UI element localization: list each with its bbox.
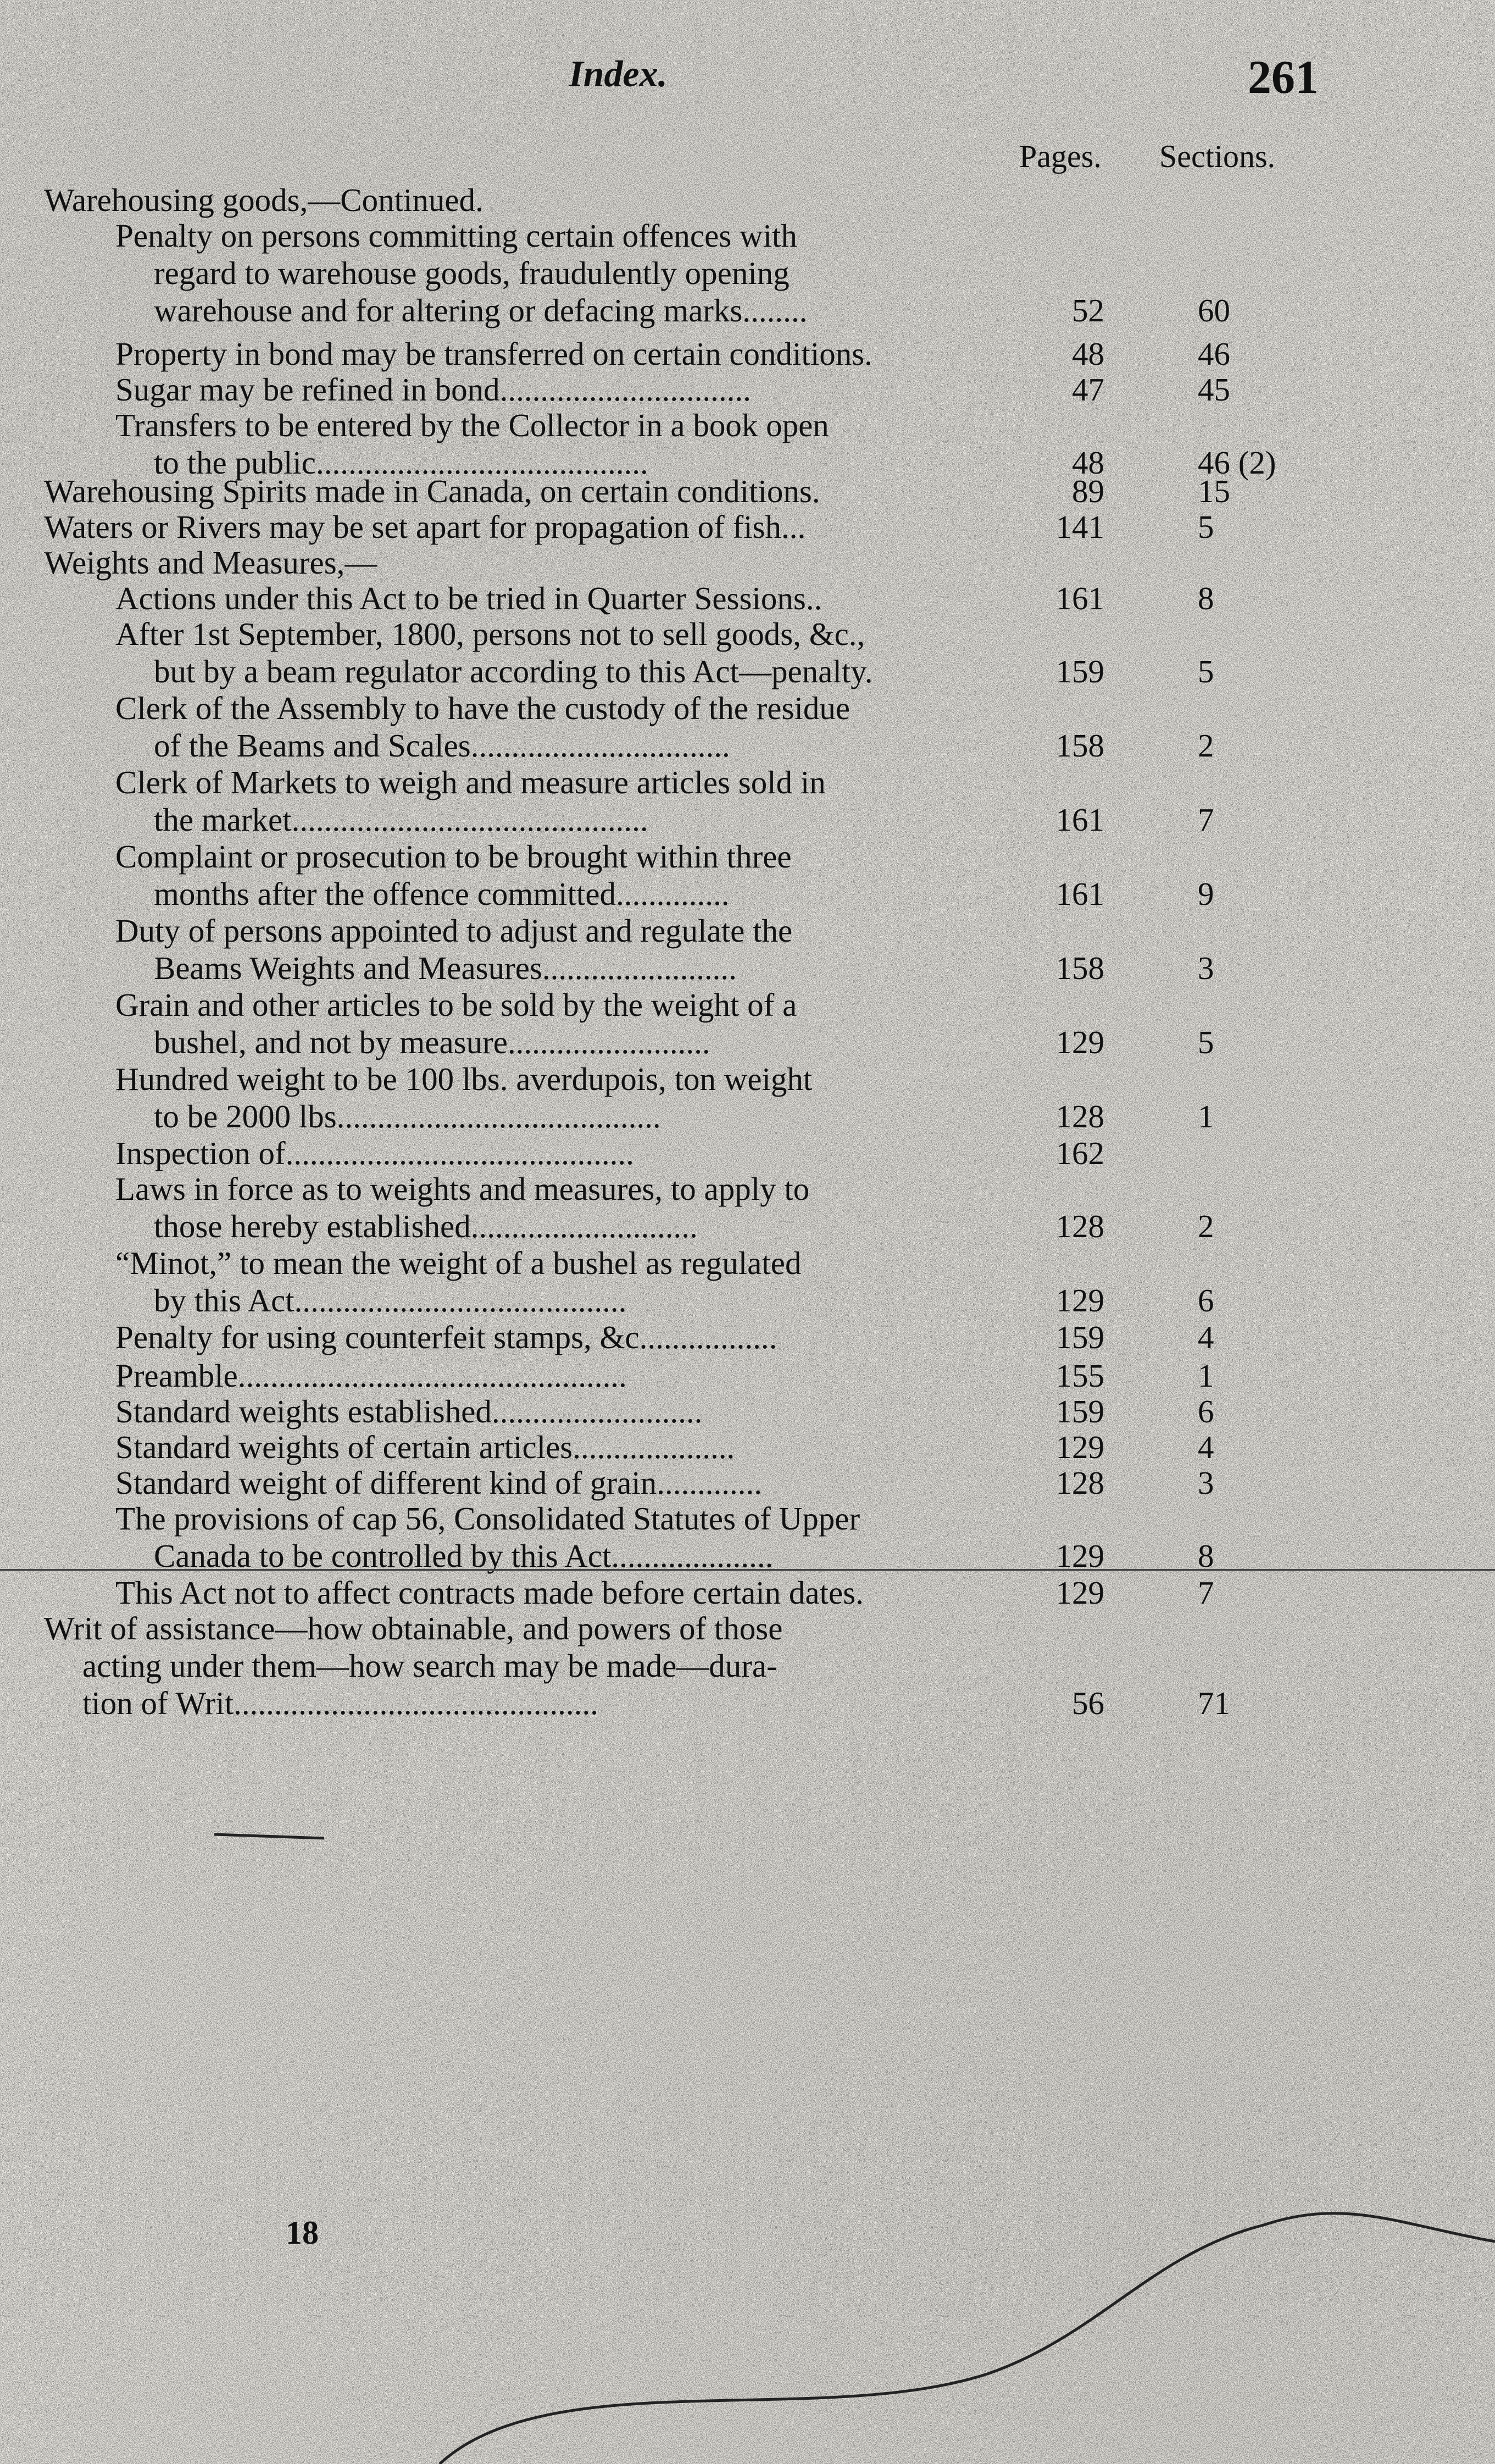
entry-pages: 158 [1033, 949, 1104, 987]
entry-line: by this Act......................................... [154, 1282, 1022, 1319]
entry-line: the market............................................ [154, 801, 1022, 838]
entry-line: Complaint or prosecution to be brought within three [115, 838, 1022, 875]
entry-pages: 129 [1033, 1282, 1104, 1319]
entry-sections: 71 [1198, 1684, 1308, 1722]
entry-sections: 60 [1198, 292, 1308, 329]
entry-line: tion of Writ............................................. [82, 1684, 1022, 1722]
entry-line: Clerk of Markets to weigh and measure articles sold in [115, 764, 1022, 801]
column-header-pages: Pages. [1019, 137, 1102, 176]
column-header-sections: Sections. [1159, 137, 1275, 176]
entry-line: Weights and Measures,— [44, 544, 1022, 581]
entry-line: “Minot,” to mean the weight of a bushel as regulated [115, 1244, 1022, 1282]
entry-sections: 2 [1198, 727, 1308, 764]
entry-line: Warehousing goods,—Continued. [44, 181, 1022, 219]
entry-line: Actions under this Act to be tried in Quarter Sessions.. [115, 580, 1022, 617]
signature-mark: 18 [286, 2214, 319, 2252]
entry-pages: 128 [1033, 1098, 1104, 1135]
entry-pages: 129 [1033, 1428, 1104, 1466]
entry-sections: 4 [1198, 1428, 1308, 1466]
entry-line: Sugar may be refined in bond............................... [115, 371, 1022, 408]
entry-sections: 1 [1198, 1098, 1308, 1135]
entry-line: This Act not to affect contracts made before certain dates. [115, 1574, 1022, 1611]
entry-sections: 7 [1198, 801, 1308, 838]
entry-sections: 46 (2) [1198, 444, 1308, 481]
entry-sections: 5 [1198, 1024, 1308, 1061]
entry-pages: 159 [1033, 653, 1104, 690]
entry-line: Warehousing Spirits made in Canada, on certain conditions. [44, 472, 1022, 510]
entry-line: to the public......................................... [154, 444, 1022, 481]
entry-sections: 46 [1198, 335, 1308, 372]
header-title: Index. [555, 52, 681, 96]
entry-pages: 129 [1033, 1537, 1104, 1575]
entry-pages: 159 [1033, 1319, 1104, 1356]
entry-sections: 4 [1198, 1319, 1308, 1356]
entry-line: Standard weight of different kind of grain............. [115, 1464, 1022, 1501]
entry-sections: 3 [1198, 1464, 1308, 1501]
entry-line: to be 2000 lbs........................................ [154, 1098, 1022, 1135]
entry-line: Writ of assistance—how obtainable, and powers of those [44, 1610, 1022, 1647]
entry-pages: 158 [1033, 727, 1104, 764]
entry-sections: 7 [1198, 1574, 1308, 1611]
entry-pages: 159 [1033, 1393, 1104, 1430]
entry-sections: 6 [1198, 1282, 1308, 1319]
entry-pages: 161 [1033, 801, 1104, 838]
entry-pages: 141 [1033, 508, 1104, 546]
entry-line: but by a beam regulator according to this Act—penalty. [154, 653, 1022, 690]
entry-line: Laws in force as to weights and measures, to apply to [115, 1170, 1022, 1208]
entry-line: Waters or Rivers may be set apart for propagation of fish... [44, 508, 1022, 546]
entry-pages: 162 [1033, 1134, 1104, 1172]
entry-line: months after the offence committed.............. [154, 875, 1022, 913]
entry-line: Property in bond may be transferred on certain conditions. [115, 335, 1022, 372]
entry-pages: 47 [1033, 371, 1104, 408]
entry-sections: 8 [1198, 580, 1308, 617]
entry-pages: 56 [1033, 1684, 1104, 1722]
entry-line: Inspection of........................................... [115, 1134, 1022, 1172]
entry-sections: 2 [1198, 1208, 1308, 1245]
entry-line: Preamble................................................ [115, 1357, 1022, 1394]
entry-pages: 129 [1033, 1024, 1104, 1061]
entry-sections: 45 [1198, 371, 1308, 408]
entry-line: Beams Weights and Measures........................ [154, 949, 1022, 987]
entry-line: Clerk of the Assembly to have the custody of the residue [115, 689, 1022, 727]
entry-line: bushel, and not by measure......................... [154, 1024, 1022, 1061]
entry-line: of the Beams and Scales................................ [154, 727, 1022, 764]
page-number: 261 [1231, 49, 1319, 104]
entry-line: acting under them—how search may be made—dura- [82, 1647, 1022, 1684]
entry-sections: 1 [1198, 1357, 1308, 1394]
entry-sections: 15 [1198, 472, 1308, 510]
entry-pages: 129 [1033, 1574, 1104, 1611]
entry-pages: 128 [1033, 1208, 1104, 1245]
entry-sections: 6 [1198, 1393, 1308, 1430]
entry-pages: 155 [1033, 1357, 1104, 1394]
entry-line: Canada to be controlled by this Act.................... [154, 1537, 1022, 1575]
entry-line: Penalty on persons committing certain offences with [115, 217, 1022, 254]
entry-sections: 8 [1198, 1537, 1308, 1575]
entry-line: After 1st September, 1800, persons not to sell goods, &c., [115, 615, 1022, 653]
entry-sections: 5 [1198, 508, 1308, 546]
entry-pages: 48 [1033, 444, 1104, 481]
entry-line: Hundred weight to be 100 lbs. averdupois, ton weight [115, 1060, 1022, 1098]
entry-pages: 128 [1033, 1464, 1104, 1501]
entry-pages: 48 [1033, 335, 1104, 372]
entry-sections: 3 [1198, 949, 1308, 987]
entry-line: Penalty for using counterfeit stamps, &c................. [115, 1319, 1022, 1356]
entry-line: warehouse and for altering or defacing marks........ [154, 292, 1022, 329]
entry-pages: 52 [1033, 292, 1104, 329]
entry-line: regard to warehouse goods, fraudulently opening [154, 254, 1022, 292]
entry-sections: 9 [1198, 875, 1308, 913]
entry-line: Standard weights of certain articles.................... [115, 1428, 1022, 1466]
entry-line: Duty of persons appointed to adjust and regulate the [115, 912, 1022, 949]
entry-sections: 5 [1198, 653, 1308, 690]
entry-line: Grain and other articles to be sold by the weight of a [115, 986, 1022, 1024]
entry-pages: 161 [1033, 875, 1104, 913]
entry-line: those hereby established............................ [154, 1208, 1022, 1245]
entry-pages: 161 [1033, 580, 1104, 617]
entry-line: Transfers to be entered by the Collector in a book open [115, 407, 1022, 444]
entry-pages: 89 [1033, 472, 1104, 510]
entry-line: The provisions of cap 56, Consolidated Statutes of Upper [115, 1500, 1022, 1537]
entry-line: Standard weights established.......................... [115, 1393, 1022, 1430]
